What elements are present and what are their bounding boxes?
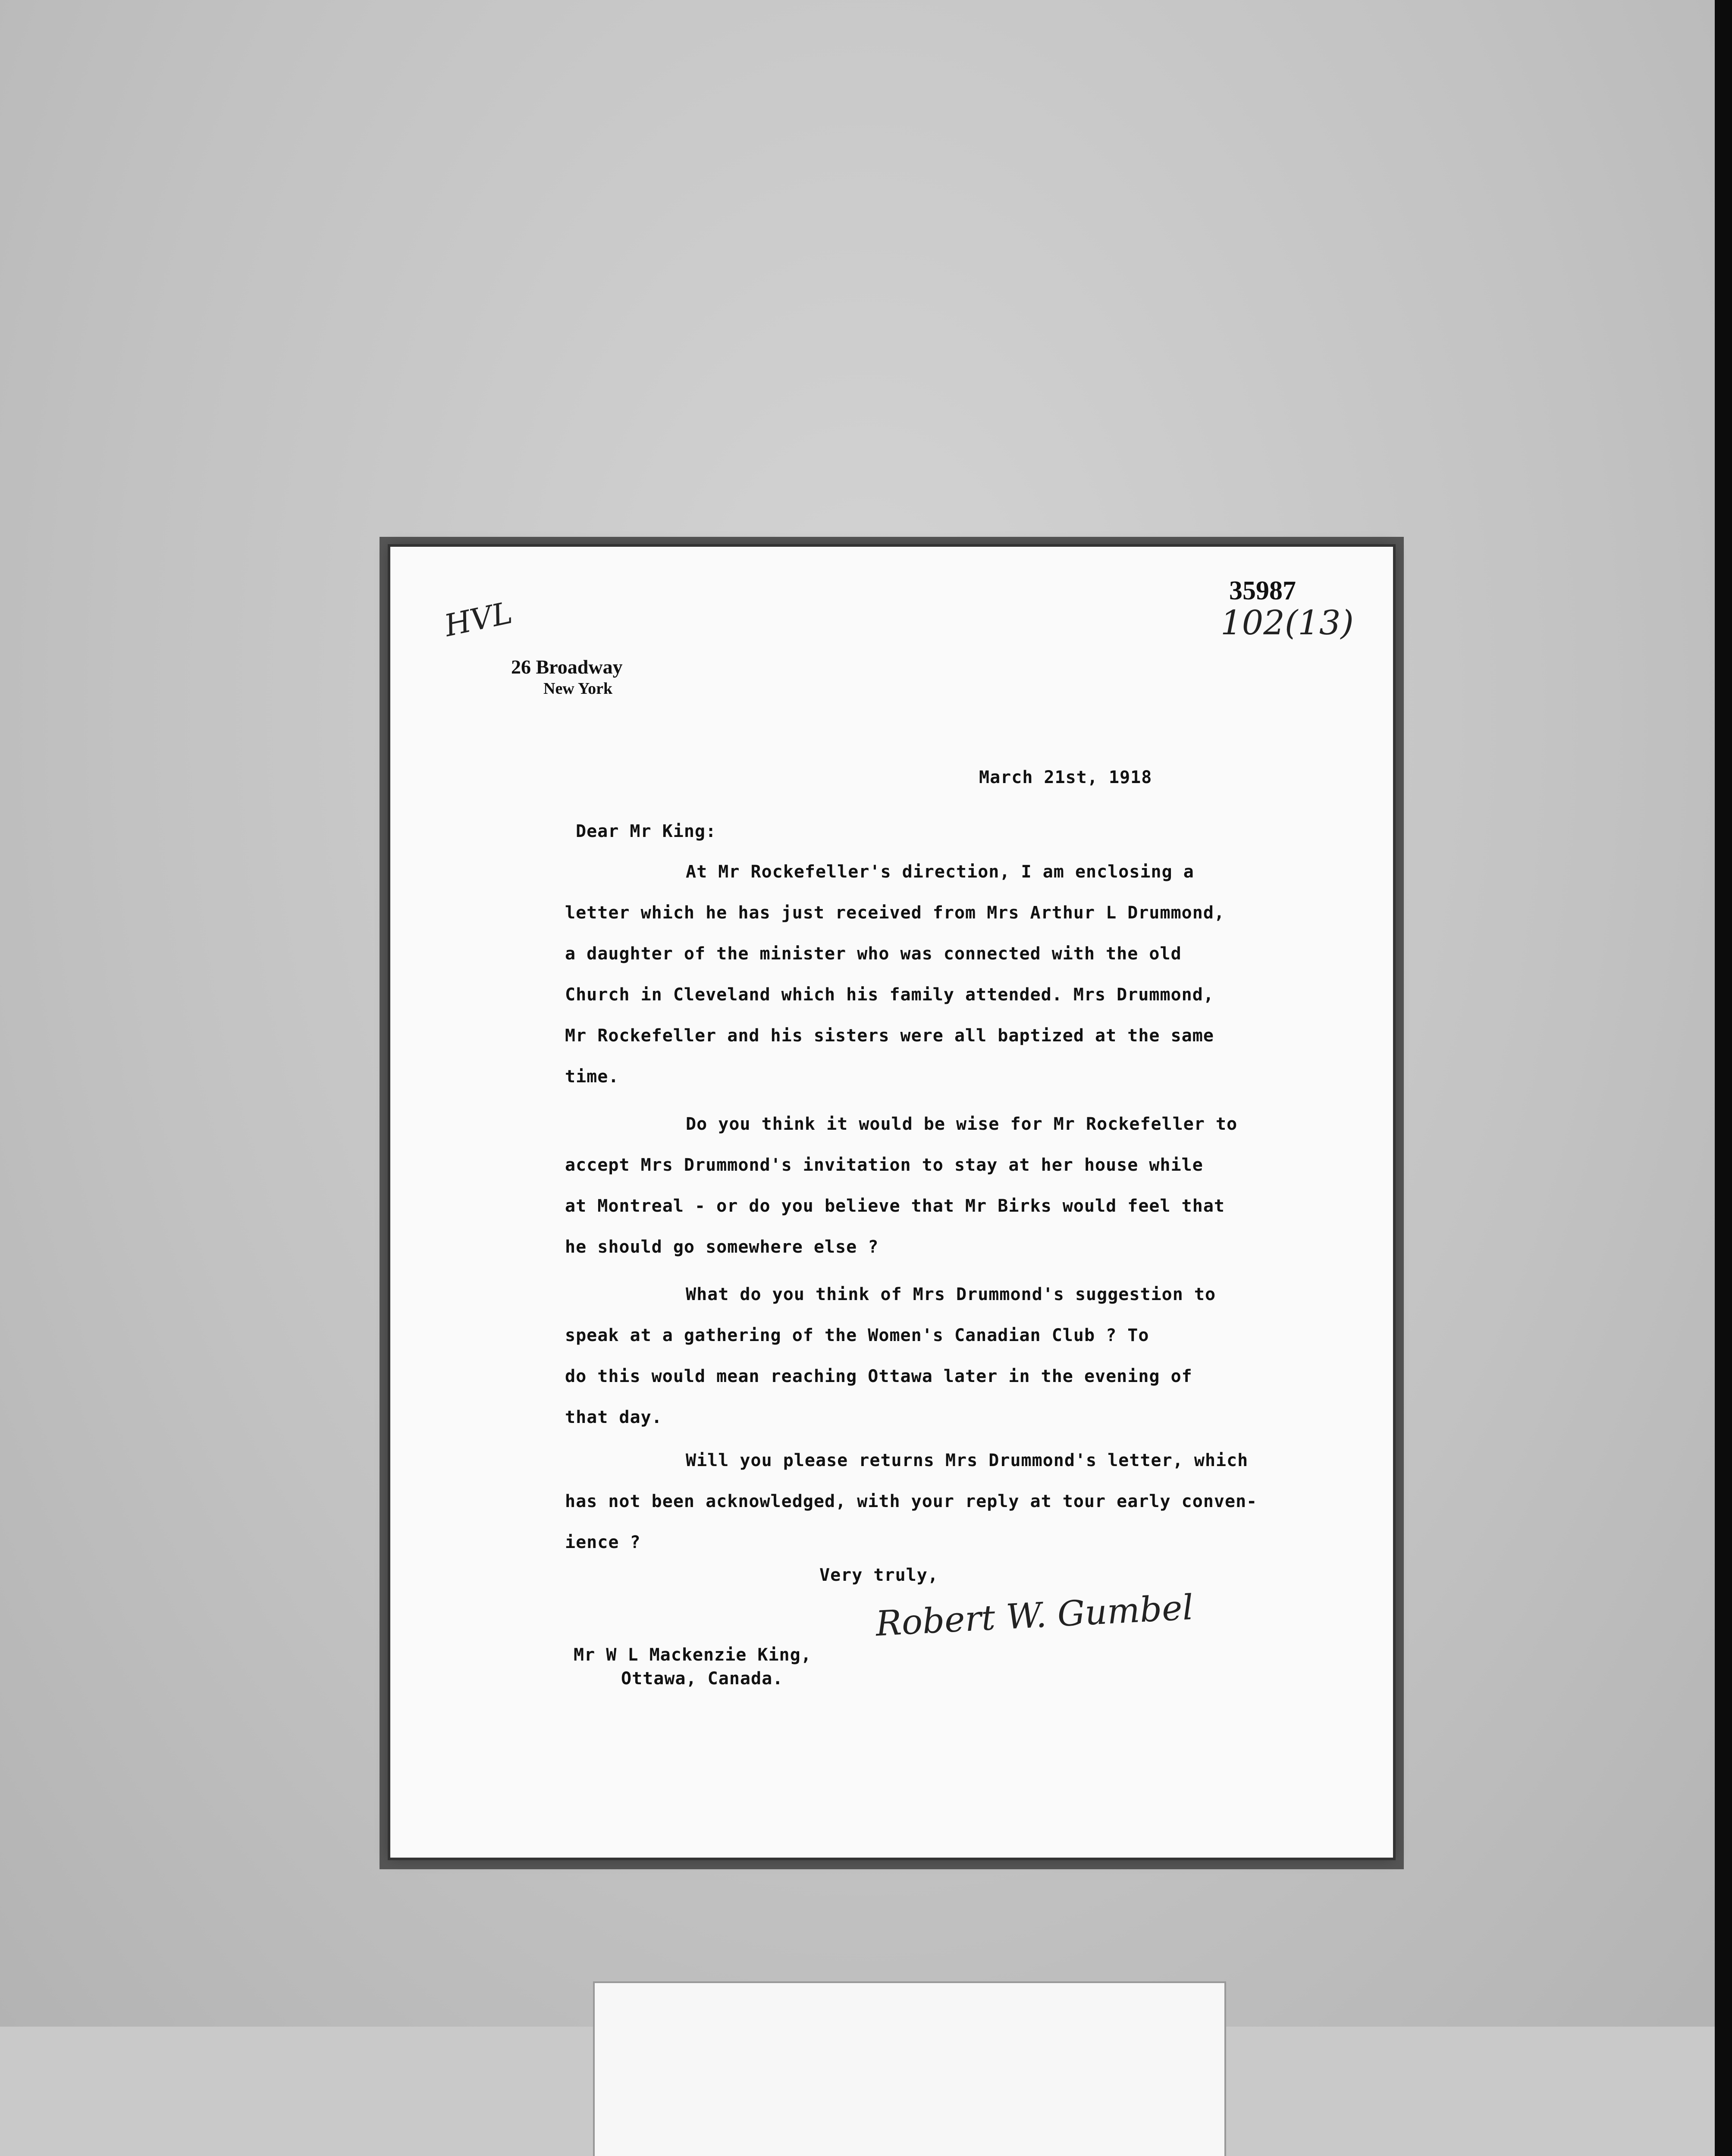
- paragraph-1: [565, 852, 1255, 1097]
- letterhead-address-street: 26 Broadway: [511, 656, 623, 678]
- recipient-name: Mr W L Mackenzie King,: [574, 1645, 812, 1665]
- handwritten-initials: HVL: [441, 595, 515, 644]
- paragraph-line: speak at a gathering of the Women's Canadian Club ? To: [565, 1326, 1149, 1345]
- signature: Robert W. Gumbel: [875, 1587, 1195, 1644]
- paragraph-line: Do you think it would be wise for Mr Rockefeller to: [686, 1114, 1238, 1134]
- film-edge: [1715, 0, 1732, 2156]
- paragraph-line: that day.: [565, 1407, 662, 1427]
- closing: Very truly,: [819, 1565, 938, 1585]
- paragraph-line: a daughter of the minister who was connected with the old: [565, 944, 1182, 964]
- paragraph-4: [565, 1440, 1258, 1563]
- salutation: Dear Mr King:: [576, 821, 717, 841]
- paragraph-line: Will you please returns Mrs Drummond's letter, which: [686, 1451, 1249, 1470]
- paragraph-line: What do you think of Mrs Drummond's suggestion to: [686, 1285, 1216, 1304]
- paragraph-line: at Montreal - or do you believe that Mr Birks would feel that: [565, 1196, 1225, 1216]
- paragraph-line: has not been acknowledged, with your reply at tour early conven-: [565, 1492, 1258, 1511]
- paragraph-line: time.: [565, 1067, 619, 1087]
- paragraph-line: do this would mean reaching Ottawa later in the evening of: [565, 1366, 1192, 1386]
- handwritten-reference: 102(13): [1221, 604, 1354, 642]
- recipient-location: Ottawa, Canada.: [621, 1669, 784, 1689]
- paragraph-line: At Mr Rockefeller's direction, I am enclosing a: [686, 862, 1194, 882]
- paragraph-line: ience ?: [565, 1532, 641, 1552]
- paragraph-line: he should go somewhere else ?: [565, 1237, 879, 1257]
- document-number: 35987: [1229, 576, 1296, 605]
- paragraph-line: accept Mrs Drummond's invitation to stay at her house while: [565, 1155, 1203, 1175]
- letterhead-address-city: New York: [543, 680, 613, 698]
- collection-label-card: [593, 1981, 1226, 2156]
- paragraph-3: [565, 1274, 1255, 1438]
- paragraph-line: letter which he has just received from Mrs Arthur L Drummond,: [565, 903, 1225, 923]
- paragraph-line: Mr Rockefeller and his sisters were all baptized at the same: [565, 1026, 1214, 1046]
- paragraph-line: Church in Cleveland which his family attended. Mrs Drummond,: [565, 985, 1214, 1005]
- letter-date: March 21st, 1918: [979, 768, 1152, 787]
- paragraph-2: [565, 1104, 1255, 1268]
